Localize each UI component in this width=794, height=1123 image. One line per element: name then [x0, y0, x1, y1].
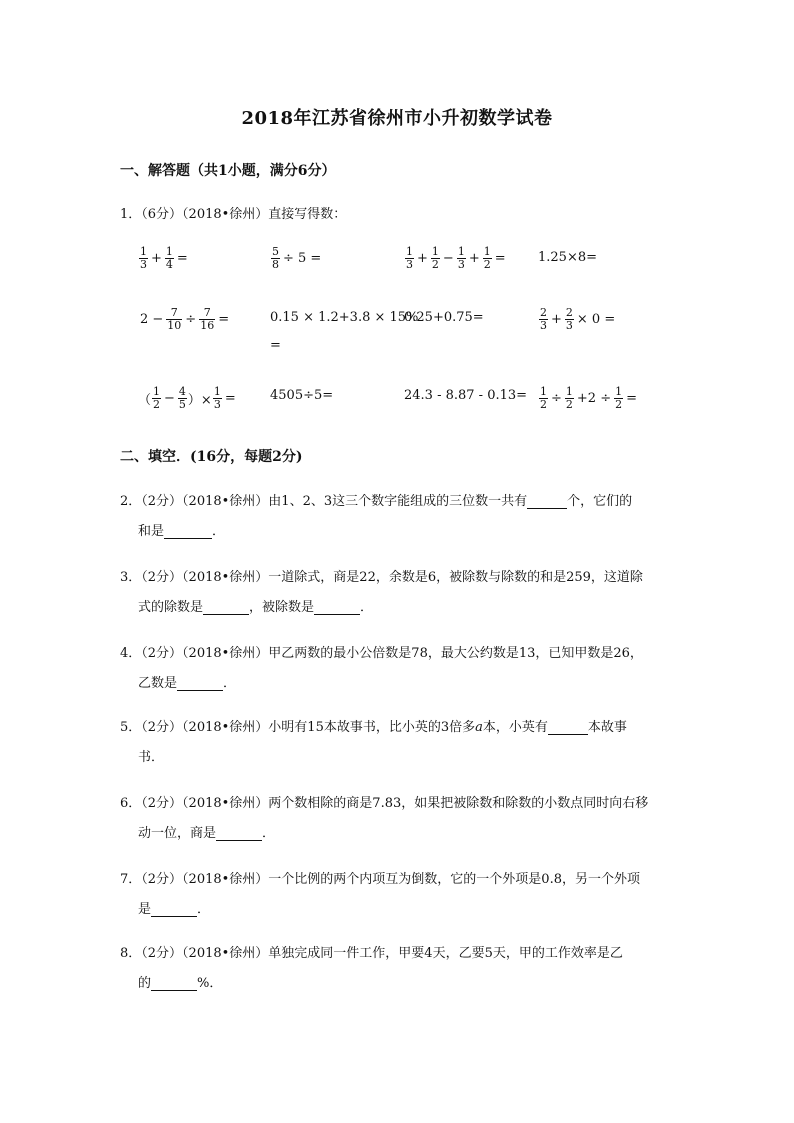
fraction: $\frac{1}{2}$	[431, 245, 439, 271]
answer-blank[interactable]	[151, 976, 197, 991]
answer-blank[interactable]	[203, 600, 249, 615]
calc-r3c4: $\frac{1}{2}$ ÷ $\frac{1}{2}$ +2 ÷ $\frac{1}{2}$ =	[540, 385, 638, 411]
fraction: $\frac{4}{5}$	[178, 385, 186, 411]
fraction: $\frac{7}{10}$	[167, 306, 182, 332]
question-2-line2: 和是 ．	[138, 524, 226, 539]
calc-r3c1: （ $\frac{1}{2}$ − $\frac{4}{5}$ ）× $\frac{1}{3}$ =	[138, 385, 236, 411]
calc-r1c1: $\frac{1}{3}$ + $\frac{1}{4}$ =	[140, 245, 188, 271]
question-8-line1: 8．（2分）（2018•徐州）单独完成同一件工作，甲要4天，乙要5天，甲的工作效率是乙	[120, 946, 623, 961]
question-5-line2: 书．	[138, 750, 165, 765]
answer-blank[interactable]	[314, 600, 360, 615]
fraction: $\frac{5}{8}$	[272, 245, 279, 271]
fraction: $\frac{1}{2}$	[540, 385, 547, 411]
question-5-line1: 5．（2分）（2018•徐州）小明有15本故事书，比小英的3倍多a本，小英有 本故事	[120, 720, 627, 735]
question-7-line2: 是 ．	[138, 902, 211, 917]
calc-r3c2: 4505÷5=	[270, 388, 334, 403]
fraction: $\frac{1}{2}$	[483, 245, 491, 271]
question-6-line1: 6．（2分）（2018•徐州）两个数相除的商是7.83，如果把被除数和除数的小数点同时向右移	[120, 796, 649, 811]
question-3-line1: 3．（2分）（2018•徐州）一道除式，商是22，余数是6，被除数与除数的和是259，这道除	[120, 570, 643, 585]
calc-r2c3: 0.25+0.75=	[404, 310, 484, 325]
fraction: $\frac{2}{3}$	[565, 306, 573, 332]
answer-blank[interactable]	[151, 902, 197, 917]
question-3-line2: 式的除数是 ，被除数是 ．	[138, 600, 374, 615]
fraction: $\frac{1}{2}$	[153, 385, 161, 411]
fraction: $\frac{1}{3}$	[140, 245, 147, 271]
fraction: $\frac{2}{3}$	[540, 306, 547, 332]
calc-r2c2-line2: =	[270, 338, 281, 353]
question-8-line2: 的 %．	[138, 976, 223, 991]
fraction: $\frac{1}{2}$	[615, 385, 623, 411]
page-title: 2018年江苏省徐州市小升初数学试卷	[241, 108, 553, 129]
calc-r1c3: $\frac{1}{3}$ + $\frac{1}{2}$ − $\frac{1}{3}$ + $\frac{1}{2}$ =	[406, 245, 506, 271]
answer-blank[interactable]	[177, 676, 223, 691]
answer-blank[interactable]	[548, 720, 588, 735]
fraction: $\frac{1}{2}$	[565, 385, 573, 411]
question-7-line1: 7．（2分）（2018•徐州）一个比例的两个内项互为倒数，它的一个外项是0.8，另一个外项	[120, 872, 640, 887]
answer-blank[interactable]	[164, 524, 212, 539]
question-4-line2: 乙数是 ．	[138, 676, 237, 691]
fraction: $\frac{1}{3}$	[457, 245, 465, 271]
fraction: $\frac{7}{16}$	[200, 306, 215, 332]
fraction: $\frac{1}{4}$	[165, 245, 173, 271]
section-2-heading: 二、填空．(16分，每题2分)	[120, 449, 303, 465]
question-4-line1: 4．（2分）（2018•徐州）甲乙两数的最小公倍数是78，最大公约数是13，已知甲数是26，	[120, 646, 643, 661]
question-2-line1: 2．（2分）（2018•徐州）由1、2、3这三个数字能组成的三位数一共有 个，它们的	[120, 494, 633, 509]
calc-r2c4: $\frac{2}{3}$ + $\frac{2}{3}$ × 0 =	[540, 306, 616, 332]
calc-r2c2-line1: 0.15 × 1.2+3.8 × 15%	[270, 310, 419, 325]
calc-r1c2: $\frac{5}{8}$ ÷ 5 =	[272, 245, 322, 271]
calc-r1c4: 1.25×8=	[538, 250, 598, 265]
fraction: $\frac{1}{3}$	[213, 385, 221, 411]
section-1-heading: 一、解答题（共1小题，满分6分）	[120, 163, 336, 179]
fraction: $\frac{1}{3}$	[406, 245, 413, 271]
calc-r3c3: 24.3 - 8.87 - 0.13=	[404, 388, 528, 403]
question-1-intro: 1．（6分）（2018•徐州）直接写得数：	[120, 207, 347, 222]
question-6-line2: 动一位，商是 ．	[138, 826, 276, 841]
answer-blank[interactable]	[527, 494, 567, 509]
calc-r2c1: 2 − $\frac{7}{10}$ ÷ $\frac{7}{16}$ =	[140, 306, 230, 332]
answer-blank[interactable]	[216, 826, 262, 841]
